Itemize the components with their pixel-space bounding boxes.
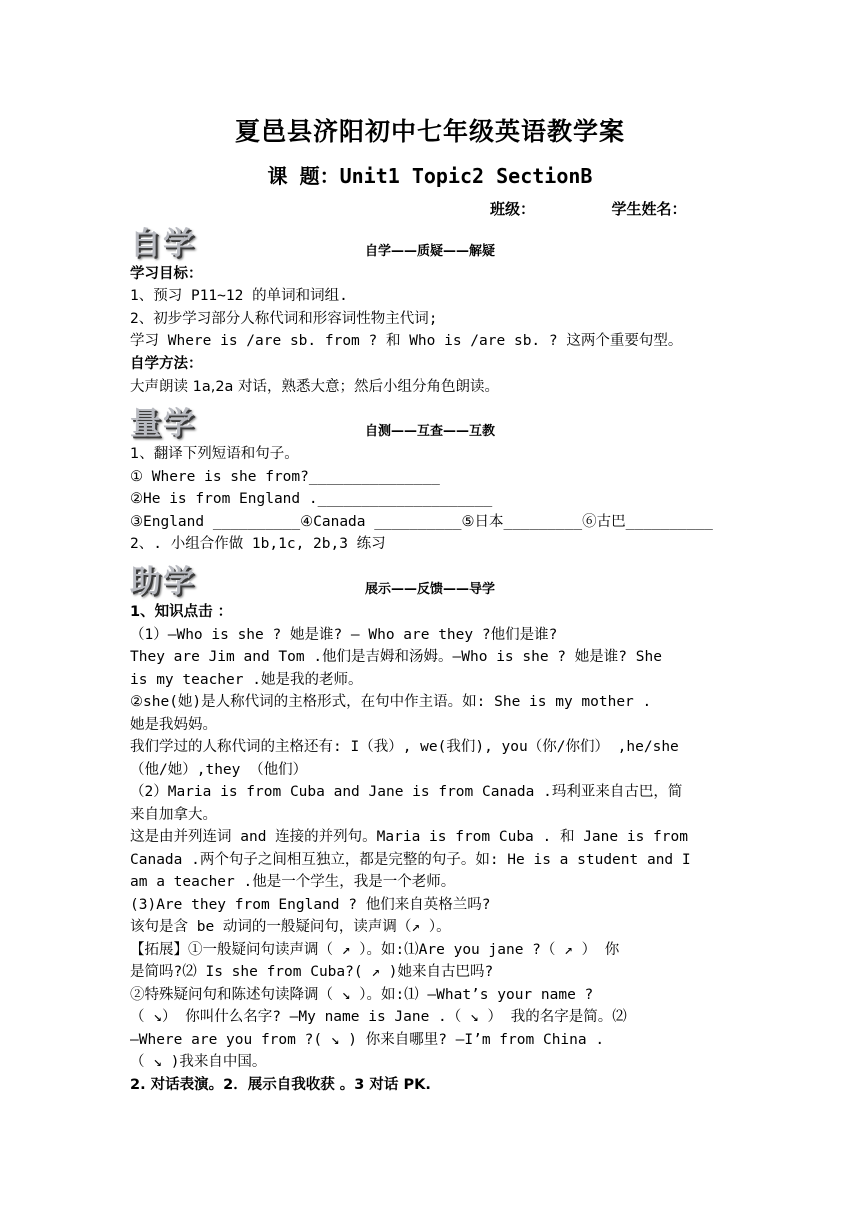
knowledge-line: Canada .两个句子之间相互独立，都是完整的句子。如: He is a student and I	[130, 852, 691, 868]
knowledge-line: （他/她）,they （他们）	[130, 762, 308, 778]
objectives-heading: 学习目标：	[130, 266, 203, 282]
page-title: 夏邑县济阳初中七年级英语教学案	[234, 117, 625, 146]
exercise-line: 1、翻译下列短语和句子。	[130, 446, 299, 462]
extension-line: —Where are you from ?( ↘ ) 你来自哪里? –I’m from China .	[130, 1032, 605, 1048]
student-name-label: 学生姓名：	[611, 200, 687, 218]
section-header-help: 展示——反馈——导学	[364, 582, 495, 597]
extension-line: （ ↘） 你叫什么名字? –My name is Jane .（ ↘ ） 我的名字是简。⑵	[130, 1009, 627, 1025]
exercise-line: ②He is from England .____________________	[130, 491, 493, 507]
knowledge-line: 她是我妈妈。	[130, 717, 217, 733]
knowledge-line: （2）Maria is from Cuba and Jane is from Canada .玛利亚来自古巴，简	[130, 784, 683, 800]
extension-line: 【拓展】①一般疑问句读声调（ ↗ ）。如:⑴Are you jane ?（ ↗ ） 你	[130, 942, 620, 958]
section-header-self-study: 自学——质疑——解疑	[364, 244, 495, 259]
objective-line: 1、预习 P11~12 的单词和词组.	[130, 288, 348, 304]
knowledge-line: ②she(她)是人称代词的主格形式，在句中作主语。如: She is my mother .	[130, 694, 652, 710]
activity-line: 2. 对话表演。2．展示自我收获 。3 对话 PK.	[130, 1077, 431, 1093]
class-name-line	[490, 198, 687, 219]
exercise-line: ① Where is she from?_______________	[130, 469, 440, 485]
exercise-line: ③England __________④Canada __________⑤日本_________⑥古巴__________	[130, 514, 713, 530]
page-subtitle: 课 题：Unit1 Topic2 SectionB	[267, 164, 593, 188]
knowledge-heading: 1、知识点击 ：	[130, 604, 233, 620]
extension-line: （ ↘ )我来自中国。	[130, 1054, 267, 1070]
objective-line: 2、初步学习部分人称代词和形容词性物主代词;	[130, 311, 438, 327]
section-badge-help: 助学	[130, 564, 196, 600]
knowledge-line: They are Jim and Tom .他们是吉姆和汤姆。—Who is she ? 她是谁? She	[130, 649, 662, 665]
extension-line: ②特殊疑问句和陈述句读降调（ ↘ ）。如:⑴ –What’s your name ?	[130, 987, 594, 1003]
exercise-line: 2、. 小组合作做 1b,1c, 2b,3 练习	[130, 536, 386, 552]
knowledge-line: （1）—Who is she ? 她是谁? — Who are they ?他们是谁?	[130, 627, 558, 643]
section-badge-self-study: 自学	[130, 226, 196, 262]
knowledge-line: is my teacher .她是我的老师。	[130, 672, 363, 688]
method-line: 大声朗读 1a,2a 对话，熟悉大意；然后小组分角色朗读。	[130, 379, 500, 395]
class-label: 班级：	[490, 200, 536, 218]
knowledge-line: am a teacher .他是一个学生，我是一个老师。	[130, 874, 456, 890]
extension-line: 是简吗?⑵ Is she from Cuba?( ↗ )她来自古巴吗?	[130, 964, 494, 980]
knowledge-line: 这是由并列连词 and 连接的并列句。Maria is from Cuba . 和 Jane is from	[130, 829, 688, 845]
knowledge-line: 来自加拿大。	[130, 807, 217, 823]
section-badge-measure: 量学	[130, 406, 196, 442]
method-heading: 自学方法：	[130, 356, 203, 372]
knowledge-line: 我们学过的人称代词的主格还有: I（我）, we(我们), you（你/你们） ,he/she	[130, 739, 679, 755]
objective-line: 学习 Where is /are sb. from ? 和 Who is /are sb. ? 这两个重要句型。	[130, 333, 683, 349]
knowledge-line: (3)Are they from England ? 他们来自英格兰吗?	[130, 897, 491, 913]
knowledge-line: 该句是含 be 动词的一般疑问句，读声调（↗ ）。	[130, 919, 451, 935]
section-header-measure: 自测——互查——互教	[364, 424, 495, 439]
